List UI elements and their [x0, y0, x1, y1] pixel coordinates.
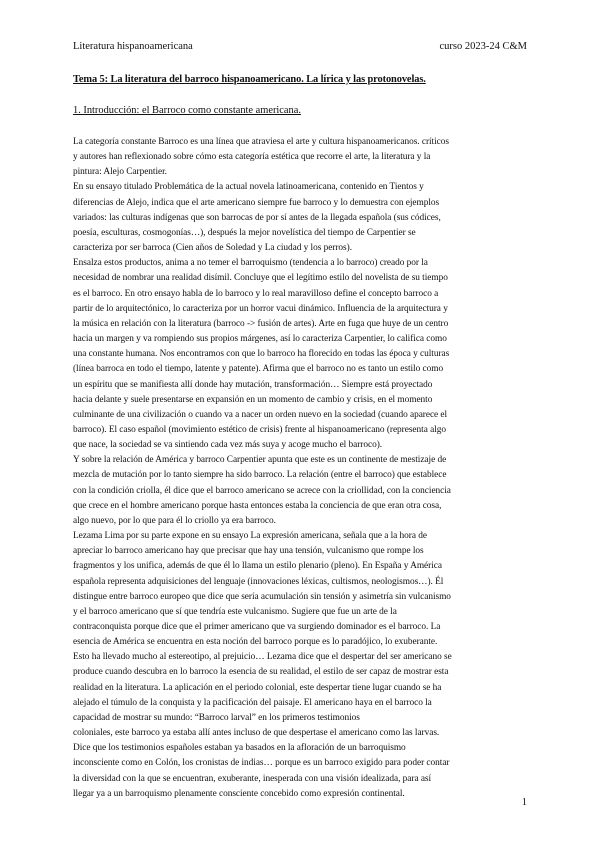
- text-line: barroco). El caso español (movimiento estético de crisis) frente al hispanoamericano (representa algo: [73, 424, 446, 435]
- text-line: (línea barroca en todo el tiempo, latente y patente). Afirma que el barroco no es tanto un estilo como: [73, 364, 444, 375]
- text-line: alejado el túmulo de la conquista y la pacificación del paisaje. El americano haya en el barroco la: [73, 697, 432, 708]
- text-line: hacia un margen y va rompiendo sus propios márgenes, así lo caracteriza Carpentier, lo califica como: [73, 334, 447, 345]
- text-line: distingue entre barroco europeo que dice que sería acumulación sin tensión y asimetría sin vulcanismo: [73, 591, 451, 602]
- text-line: variados: las culturas indígenas que son barrocas de por sí antes de la llegada española (sus códices,: [73, 212, 441, 223]
- page-header: [73, 41, 527, 55]
- text-line: Dice que los testimonios españoles estaban ya basados en la afloración de un barroquismo: [73, 743, 406, 754]
- text-line: y autores han reflexionado sobre cómo esta categoría estética que recorre el arte, la literatura y la: [73, 152, 431, 163]
- text-line: En su ensayo titulado Problemática de la actual novela latinoamericana, contenido en Tientos y: [73, 182, 424, 193]
- text-line: coloniales, este barroco ya estaba allí antes incluso de que despertase el americano como las larvas.: [73, 728, 440, 739]
- text-line: inconsciente como en Colón, los cronistas de indias… porque es un barroco exigido para poder contar: [73, 758, 450, 769]
- text-line: la música en relación con la literatura (barroco -> fusión de artes). Arte en fuga que huye de un centro: [73, 318, 449, 329]
- text-line: poesía, esculturas, cosmogonías…), después la mejor novelística del tiempo de Carpentier se: [73, 227, 416, 238]
- text-line: Ensalza estos productos, anima a no temer el barroquismo (tendencia a lo barroco) creado por la: [73, 258, 428, 269]
- text-line: diferencias de Alejo, indica que el arte americano siempre fue barroco y lo demuestra con ejemplos: [73, 197, 440, 208]
- text-line: y el barroco americano que sí que tendría este vulcanismo. Sugiere que fue un arte de la: [73, 606, 397, 617]
- text-line: La categoría constante Barroco es una línea que atraviesa el arte y cultura hispanoamericanos. críticos: [73, 137, 449, 147]
- text-line: pintura: Alejo Carpentier.: [73, 167, 167, 178]
- text-line: produce cuando descubra en lo barroco la esencia de su realidad, el estilo de ser capaz de mostrar esta: [73, 667, 449, 678]
- text-line: un espíritu que se manifiesta allí donde hay mutación, transformación… Siempre está proyectado: [73, 379, 433, 390]
- text-line: capacidad de mostrar su mundo: “Barroco larval” en los primeros testimonios: [73, 712, 360, 723]
- text-line: Y sobre la relación de América y barroco Carpentier apunta que este es un continente de mestizaje de: [73, 455, 447, 466]
- text-line: mezcla de mutación por lo tanto siempre ha sido barroco. La relación (entre el barroco) que establece: [73, 470, 447, 481]
- text-line: que crece en el hombre americano porque hasta entonces estaba la conciencia de que eran otra cosa,: [73, 500, 442, 511]
- text-line: culminante de una civilización o cuando va a nacer un orden nuevo en la sociedad (cuando aparece el: [73, 409, 448, 420]
- header-course-year: curso 2023-24 C&M: [439, 41, 527, 52]
- page-number: 1: [521, 797, 527, 808]
- text-line: Esto ha llevado mucho al estereotipo, al prejuicio… Lezama dice que el despertar del ser americano se: [73, 652, 452, 663]
- text-line: contraconquista porque dice que el primer americano que va surgiendo dominador es el barroco. La: [73, 622, 441, 632]
- text-line: la diversidad con la que se encuentran, exuberante, inesperada con una visión idealizada, para así: [73, 773, 432, 784]
- text-line: que nace, la sociedad se va sintiendo cada vez más suya y acoge mucho el barroco).: [73, 440, 383, 451]
- text-line: llegar ya a un barroquismo plenamente consciente concebido como expresión continental.: [73, 788, 405, 799]
- text-line: partir de lo arquitectónico, lo caracteriza por un horror vacui dinámico. Influencia de la arquitectura y: [73, 303, 448, 314]
- text-line: con la condición criolla, él dice que el barroco americano se acrece con la criollidad, con la conciencia: [73, 485, 451, 496]
- text-line: española representa adquisiciones del lenguaje (innovaciones léxicas, cultismos, neologismos…). Él: [73, 576, 444, 587]
- text-line: hacia delante y suele presentarse en expansión en un momento de cambio y crisis, en el momento: [73, 394, 433, 405]
- topic-title: Tema 5: La literatura del barroco hispanoamericano. La lírica y las protonovelas.: [73, 74, 426, 85]
- text-line: una constante humana. Nos encontramos con que lo barroco ha florecido en todas las época y culturas: [73, 349, 450, 360]
- text-line: es el barroco. En otro ensayo habla de lo barroco y lo real maravilloso define el concepto barroco a: [73, 288, 439, 299]
- text-line: apreciar lo barroco americano hay que precisar que hay una tensión, vulcanismo que rompe los: [73, 546, 424, 557]
- text-line: necesidad de nombrar una realidad disímil. Concluye que el legítimo estilo del novelista de su tiempo: [73, 273, 448, 284]
- text-line: esencia de América se encuentra en esta noción del barroco porque es lo paradójico, lo exuberante.: [73, 637, 438, 648]
- header-course-title: Literatura hispanoamericana: [73, 41, 193, 52]
- text-line: realidad en la literatura. La aplicación en el periodo colonial, este despertar tiene lugar cuando se ha: [73, 682, 442, 693]
- text-line: algo nuevo, por lo que para él lo criollo ya era barroco.: [73, 515, 276, 526]
- section-heading: 1. Introducción: el Barroco como constante americana.: [73, 105, 301, 116]
- text-line: Lezama Lima por su parte expone en su ensayo La expresión americana, señala que a la hora de: [73, 531, 427, 542]
- text-line: caracteriza por ser barroca (Cien años de Soledad y La ciudad y los perros).: [73, 243, 352, 254]
- page-content: [73, 68, 529, 802]
- body-text: [73, 135, 529, 802]
- text-line: fragmentos y los unifica, además de que él lo llama un estilo plenario (pleno). En España y América: [73, 561, 442, 572]
